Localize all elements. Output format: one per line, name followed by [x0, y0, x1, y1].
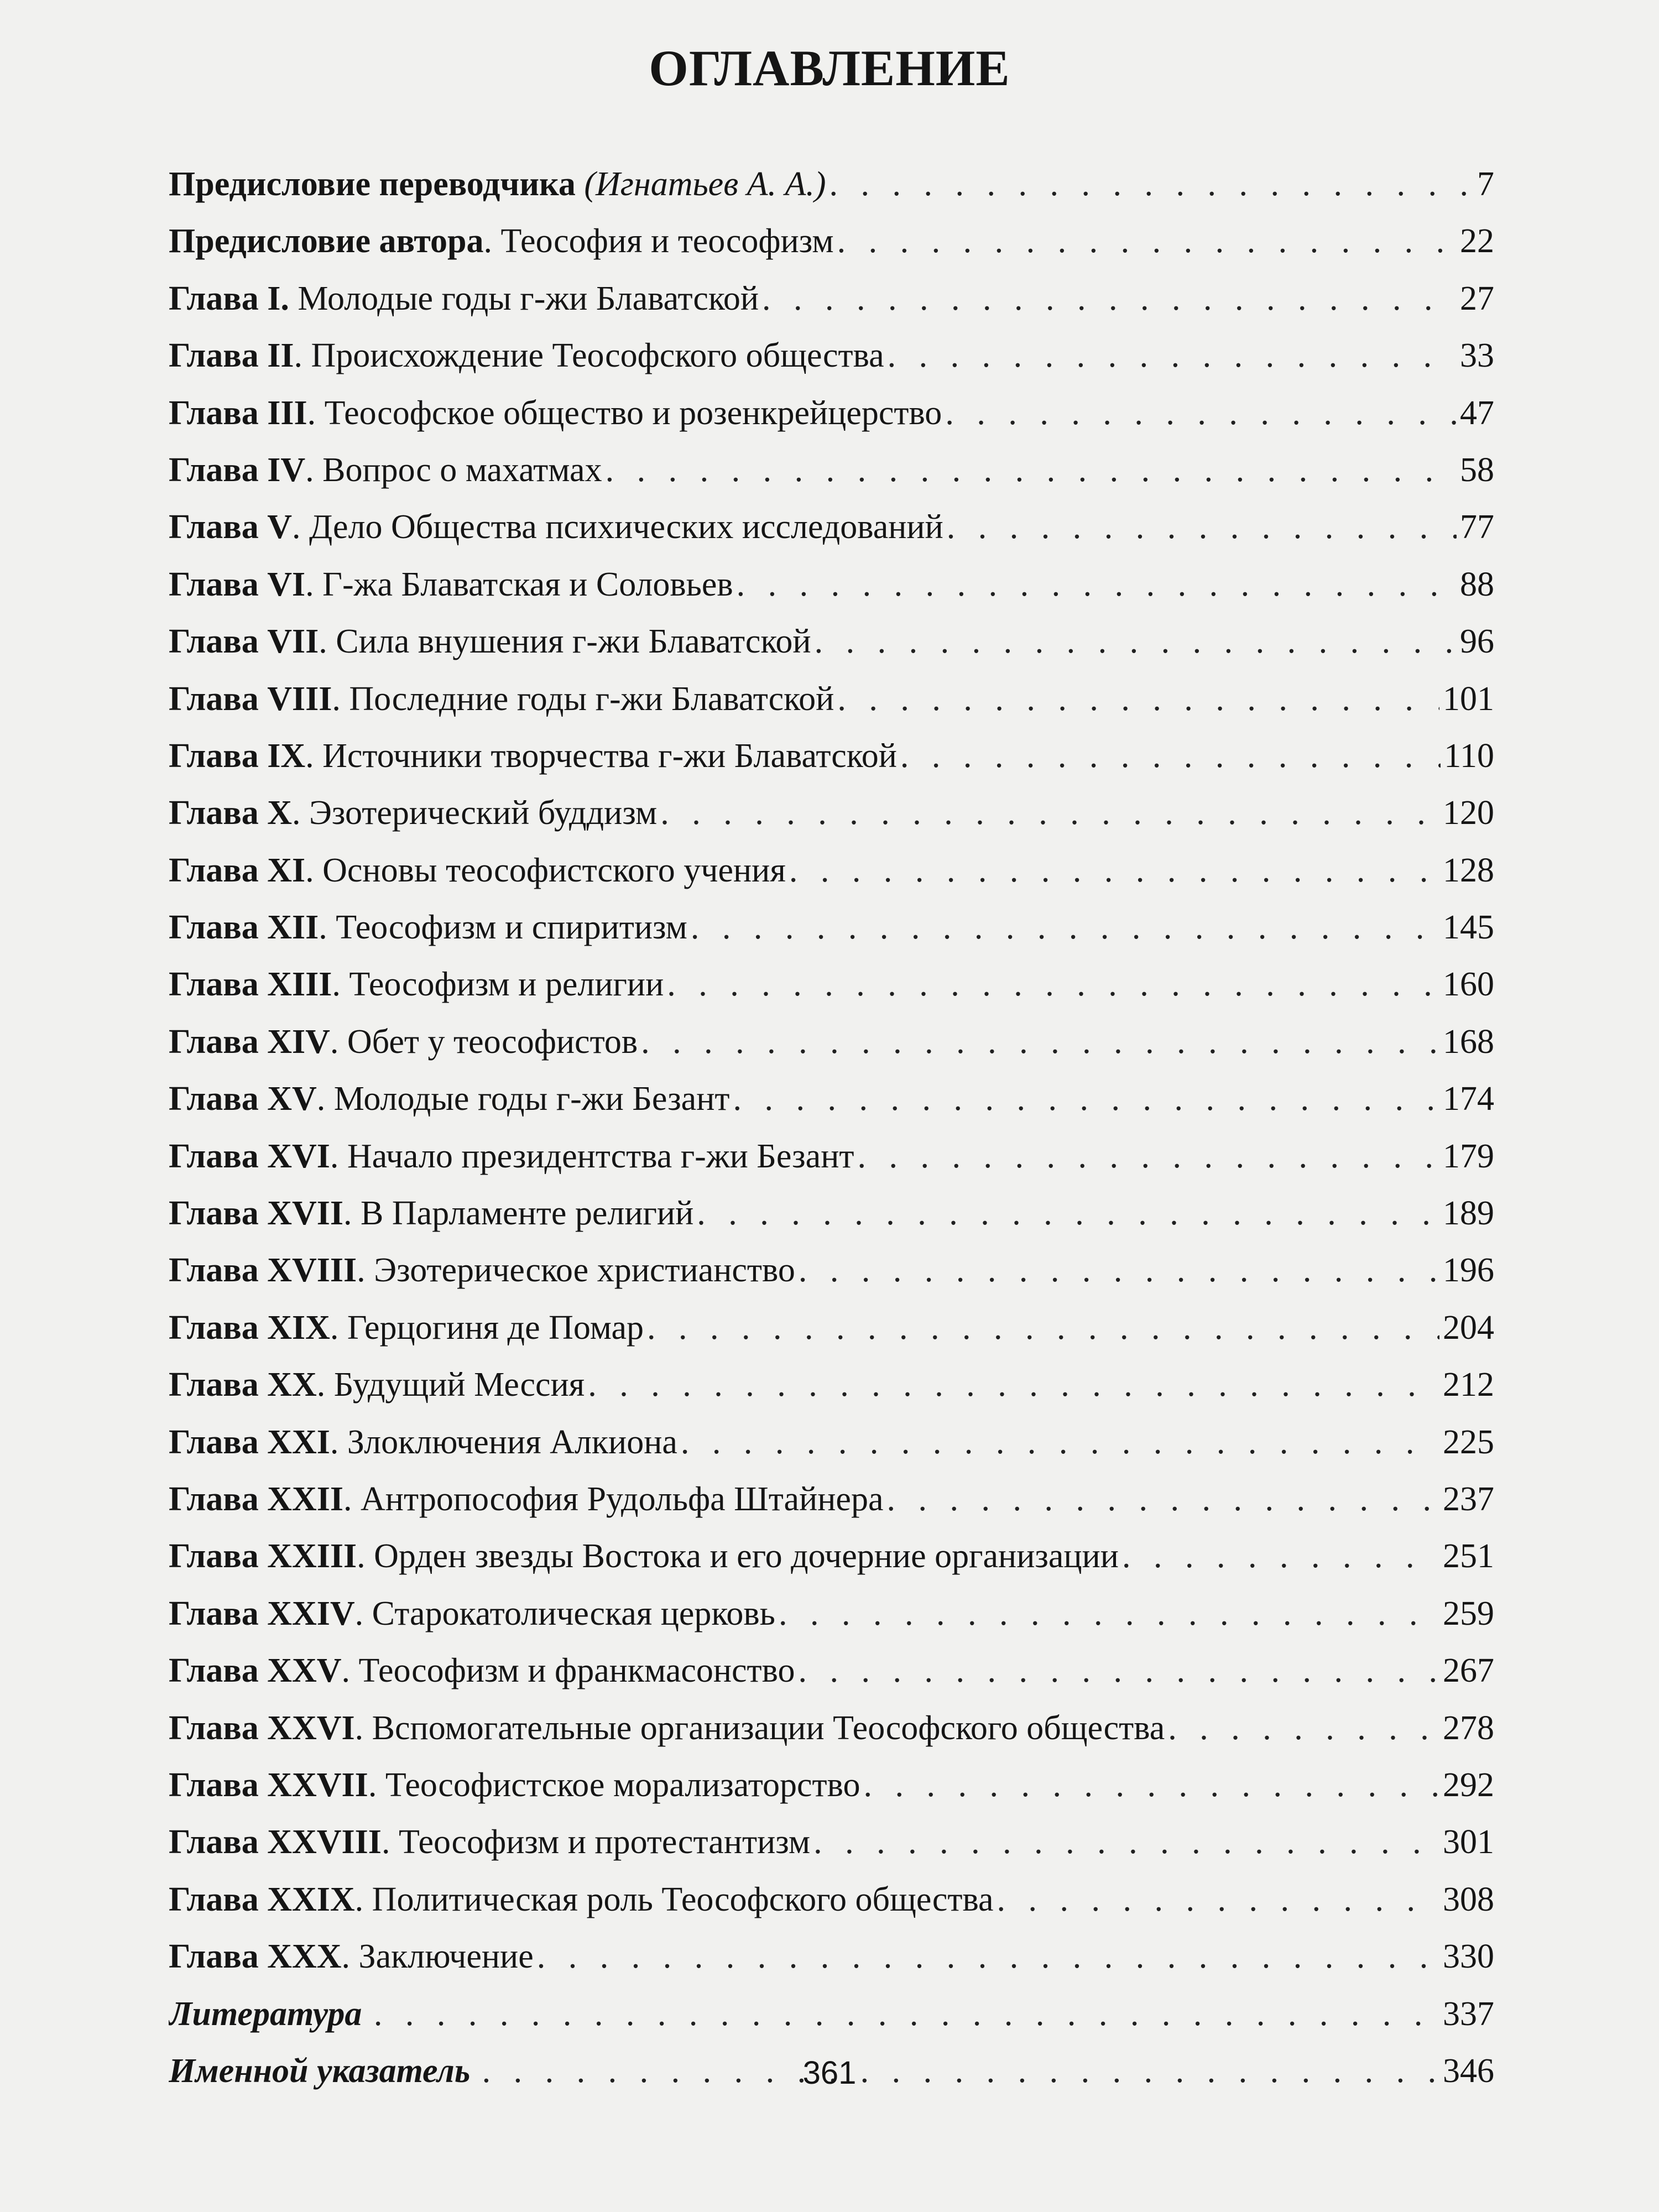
toc-entry-text: Теософизм и спиритизм [336, 909, 687, 947]
toc-entry-label: Глава XVII [169, 1194, 344, 1233]
toc-entry-text: Последние годы г-жи Блаватской [349, 680, 834, 718]
toc-entry-separator: . [330, 1308, 347, 1347]
toc-entry-title [169, 220, 834, 262]
page-number: 361 [802, 2055, 857, 2091]
toc-entry-label: Глава VIII [169, 680, 332, 718]
toc-entry-separator: . [292, 508, 309, 546]
toc-entry-title [169, 1764, 860, 1806]
toc-entry-separator: . [354, 1594, 372, 1632]
toc-leader-dots [733, 1078, 1439, 1120]
toc-entry [169, 449, 1494, 506]
toc-entry-page: 346 [1443, 2052, 1494, 2090]
toc-entry [169, 335, 1494, 392]
toc-entry-page: 259 [1443, 1594, 1494, 1632]
toc-entry-separator: . [357, 1537, 374, 1575]
toc-leader-dots [863, 1764, 1439, 1806]
toc-entry [169, 1021, 1494, 1078]
toc-leader-dots [947, 506, 1457, 548]
toc-entry-text: Эзотерический буддизм [309, 794, 658, 832]
toc-entry-label: Глава XVIII [169, 1251, 357, 1290]
page-title: ОГЛАВЛЕНИЕ [649, 40, 1010, 96]
toc-entry-title [169, 1821, 810, 1863]
toc-entry-title [169, 620, 811, 662]
toc-entry-label: Литература [169, 1995, 362, 2033]
toc-leader-dots [647, 1307, 1439, 1349]
toc-entry-page: 27 [1460, 279, 1494, 317]
toc-entry-title [169, 1307, 644, 1349]
toc-entry-page: 47 [1460, 394, 1494, 432]
toc-entry-page: 267 [1443, 1652, 1494, 1690]
toc-entry-title [169, 1593, 775, 1635]
toc-entry [169, 963, 1494, 1020]
toc-entry-page: 96 [1460, 623, 1494, 661]
toc-entry-title [169, 1192, 693, 1234]
toc-entry-separator: . [341, 1652, 359, 1690]
toc-entry [169, 735, 1494, 792]
toc-entry-page: 179 [1443, 1137, 1494, 1175]
toc-entry-text: Молодые годы г-жи Безант [333, 1080, 730, 1118]
toc-leader-dots [789, 849, 1439, 891]
toc-entry-page: 292 [1443, 1766, 1494, 1804]
toc-entry [169, 1192, 1494, 1249]
toc-entry-separator: . [305, 565, 323, 603]
toc-entry-text: Г-жа Блаватская и Соловьев [322, 565, 733, 603]
toc-entry-label: Глава I. [169, 279, 289, 317]
toc-entry-label: Глава IV [169, 451, 306, 489]
toc-entry [169, 678, 1494, 735]
toc-entry [169, 278, 1494, 335]
toc-leader-dots [945, 392, 1457, 434]
toc-entry-text: Молодые годы г-жи Блаватской [298, 279, 759, 317]
table-of-contents [169, 163, 1494, 2107]
toc-entry-label: Глава XVI [169, 1137, 330, 1175]
toc-entry [169, 1535, 1494, 1592]
toc-entry [169, 1764, 1494, 1821]
toc-entry [169, 1879, 1494, 1936]
toc-entry-label: Глава XX [169, 1366, 317, 1404]
toc-leader-dots [691, 906, 1439, 948]
toc-entry-page: 278 [1443, 1709, 1494, 1747]
toc-entry-text: Герцогиня де Помар [347, 1308, 644, 1347]
toc-entry-label: Глава XXV [169, 1652, 342, 1690]
toc-entry [169, 1650, 1494, 1707]
toc-entry-label: Глава V [169, 508, 292, 546]
toc-entry-page: 308 [1443, 1880, 1494, 1918]
toc-leader-dots [886, 1478, 1439, 1520]
toc-entry [169, 506, 1494, 563]
toc-leader-dots [537, 1936, 1439, 1978]
toc-entry-text: Старокатолическая церковь [372, 1594, 775, 1632]
toc-entry-title [169, 335, 884, 377]
toc-entry-page: 237 [1443, 1480, 1494, 1518]
toc-entry-label: Глава IX [169, 737, 306, 775]
toc-entry-separator: . [292, 794, 309, 832]
toc-leader-dots [1168, 1707, 1439, 1749]
toc-leader-dots [813, 1821, 1439, 1863]
toc-entry-separator: . [316, 1366, 334, 1404]
toc-entry-separator: . [305, 451, 323, 489]
toc-leader-dots [857, 1135, 1439, 1177]
toc-entry-label: Глава XXIX [169, 1880, 355, 1918]
toc-entry-text: Эзотерическое христианство [374, 1251, 795, 1290]
toc-entry-title [169, 392, 942, 434]
toc-entry-title [169, 449, 602, 491]
toc-entry [169, 392, 1494, 449]
toc-entry-title [169, 1707, 1165, 1749]
toc-entry-title [169, 1364, 585, 1406]
toc-entry-page: 77 [1460, 508, 1494, 546]
toc-entry [169, 564, 1494, 620]
toc-entry-text: В Парламенте религий [361, 1194, 694, 1233]
toc-entry-label: Глава XI [169, 851, 306, 889]
toc-entry-separator: . [381, 1823, 399, 1861]
toc-entry-separator: . [305, 851, 323, 889]
toc-entry-title [169, 1078, 729, 1120]
toc-entry-separator: . [343, 1194, 361, 1233]
toc-entry-text: Теософия и теософизм [500, 222, 834, 260]
toc-entry [169, 1707, 1494, 1764]
toc-entry-page: 204 [1443, 1308, 1494, 1347]
toc-entry-title [169, 1936, 534, 1978]
toc-entry-text: Сила внушения г-жи Блаватской [336, 623, 811, 661]
toc-entry-label: Глава XXVII [169, 1766, 368, 1804]
toc-leader-dots [697, 1192, 1439, 1234]
toc-entry-label: Глава XV [169, 1080, 317, 1118]
toc-entry-title [169, 564, 733, 606]
toc-entry-label: Предисловие автора [169, 222, 484, 260]
toc-entry-page: 22 [1460, 222, 1494, 260]
toc-leader-dots [374, 1993, 1439, 2035]
toc-entry-text: Орден звезды Востока и его дочерние организации [374, 1537, 1119, 1575]
toc-entry-page: 330 [1443, 1938, 1494, 1976]
toc-entry-page: 7 [1477, 165, 1494, 203]
toc-entry-page: 128 [1443, 851, 1494, 889]
toc-entry-text: Вспомогательные организации Теософского общества [372, 1709, 1165, 1747]
toc-entry [169, 1421, 1494, 1478]
toc-entry-text: Теософизм и протестантизм [398, 1823, 811, 1861]
toc-entry-page: 58 [1460, 451, 1494, 489]
toc-entry-page: 196 [1443, 1251, 1494, 1290]
toc-entry [169, 1593, 1494, 1650]
toc-entry-separator [289, 280, 298, 317]
toc-entry-title [169, 1135, 854, 1177]
toc-leader-dots [815, 620, 1457, 662]
toc-entry-text: Начало президентства г-жи Безант [347, 1137, 854, 1175]
toc-entry-title [169, 1879, 993, 1921]
toc-entry-title [169, 1421, 677, 1463]
toc-leader-dots [606, 449, 1457, 491]
toc-entry-separator: . [368, 1766, 385, 1804]
toc-entry [169, 620, 1494, 677]
toc-entry-label: Глава X [169, 794, 292, 832]
toc-entry-text: Антропософия Рудольфа Штайнера [361, 1480, 884, 1518]
toc-entry-text: Теософизм и франкмасонство [358, 1652, 795, 1690]
toc-entry-page: 337 [1443, 1995, 1494, 2033]
toc-entry-page: 160 [1443, 966, 1494, 1004]
toc-leader-dots [762, 278, 1457, 320]
toc-entry [169, 1478, 1494, 1535]
toc-entry-label: Глава XXII [169, 1480, 344, 1518]
toc-leader-dots [641, 1021, 1439, 1063]
toc-entry-title [169, 278, 759, 320]
toc-entry-title [169, 678, 834, 720]
toc-entry-label: Глава XXIV [169, 1594, 355, 1632]
toc-entry [169, 1364, 1494, 1421]
toc-entry-label: Глава XXVIII [169, 1823, 382, 1861]
toc-entry-label: Глава II [169, 337, 294, 375]
toc-entry-page: 101 [1443, 680, 1494, 718]
toc-entry-title [169, 1993, 371, 2035]
toc-entry-title [169, 1650, 795, 1692]
toc-entry-label: Глава VI [169, 565, 306, 603]
toc-entry-separator: . [354, 1709, 372, 1747]
toc-leader-dots [799, 1249, 1439, 1291]
toc-leader-dots [900, 735, 1441, 777]
toc-entry-text: Злоключения Алкиона [347, 1423, 677, 1461]
toc-entry-title [169, 849, 786, 891]
toc-entry-title [169, 1249, 795, 1291]
toc-entry-separator: . [330, 1022, 347, 1061]
toc-entry-label: Глава XIII [169, 966, 332, 1004]
toc-entry-label: Глава III [169, 394, 307, 432]
toc-entry-author: (Игнатьев А. А.) [584, 165, 826, 203]
toc-leader-dots [660, 792, 1439, 834]
toc-entry-page: 301 [1443, 1823, 1494, 1861]
toc-entry-text: Будущий Мессия [333, 1366, 585, 1404]
toc-entry-separator: . [483, 222, 501, 260]
toc-entry-page: 174 [1443, 1080, 1494, 1118]
toc-entry-text: Источники творчества г-жи Блаватской [322, 737, 897, 775]
toc-entry-page: 110 [1444, 737, 1494, 775]
toc-entry-text: Обет у теософистов [347, 1022, 638, 1061]
toc-entry-title [169, 792, 657, 834]
toc-entry-title [169, 163, 826, 205]
toc-entry-label: Глава XXVI [169, 1709, 355, 1747]
toc-entry-separator [576, 165, 585, 203]
toc-entry-title [169, 906, 687, 948]
toc-entry-page: 189 [1443, 1194, 1494, 1233]
toc-leader-dots [667, 963, 1439, 1005]
toc-entry-text: Дело Общества психических исследований [309, 508, 943, 546]
toc-entry-label: Глава VII [169, 623, 319, 661]
toc-entry-separator: . [319, 909, 336, 947]
toc-entry-label: Глава XXIII [169, 1537, 357, 1575]
toc-entry-label: Глава XII [169, 909, 319, 947]
toc-entry-text: Теософизм и религии [349, 966, 664, 1004]
toc-entry-page: 120 [1443, 794, 1494, 832]
toc-entry-page: 33 [1460, 337, 1494, 375]
toc-entry [169, 1249, 1494, 1306]
toc-entry-separator: . [294, 337, 311, 375]
toc-entry-label: Глава XIX [169, 1308, 330, 1347]
toc-entry-text: Основы теософистского учения [322, 851, 786, 889]
toc-entry [169, 1078, 1494, 1135]
toc-entry-title [169, 735, 897, 777]
toc-entry-text: Заключение [358, 1938, 534, 1976]
toc-entry-page: 88 [1460, 565, 1494, 603]
toc-entry-text: Теософистское морализаторство [385, 1766, 860, 1804]
toc-entry-page: 145 [1443, 909, 1494, 947]
toc-entry-label: Глава XIV [169, 1022, 330, 1061]
toc-entry [169, 1993, 1494, 2050]
toc-leader-dots [1122, 1535, 1439, 1577]
toc-leader-dots [837, 678, 1439, 720]
toc-entry-label: Именной указатель [169, 2052, 471, 2090]
toc-entry [169, 849, 1494, 906]
toc-entry [169, 1307, 1494, 1364]
toc-leader-dots [681, 1421, 1439, 1463]
toc-entry-separator: . [343, 1480, 361, 1518]
toc-entry-separator [362, 1995, 371, 2033]
toc-entry [169, 1821, 1494, 1878]
toc-leader-dots [588, 1364, 1439, 1406]
toc-entry-separator: . [332, 966, 349, 1004]
toc-entry-separator: . [330, 1423, 347, 1461]
toc-entry-separator: . [305, 737, 323, 775]
toc-leader-dots [799, 1650, 1439, 1692]
toc-entry-label: Глава XXI [169, 1423, 330, 1461]
toc-entry-separator: . [307, 394, 325, 432]
toc-entry-separator: . [341, 1938, 359, 1976]
toc-leader-dots [837, 220, 1457, 262]
toc-entry [169, 1135, 1494, 1192]
toc-entry-text: Политическая роль Теософского общества [372, 1880, 994, 1918]
toc-entry [169, 1936, 1494, 1992]
toc-leader-dots [779, 1593, 1439, 1635]
toc-entry-title [169, 963, 664, 1005]
toc-entry [169, 163, 1494, 220]
toc-entry-separator: . [319, 623, 336, 661]
toc-entry-separator: . [354, 1880, 372, 1918]
toc-leader-dots [737, 564, 1457, 606]
toc-leader-dots [830, 163, 1474, 205]
toc-leader-dots [888, 335, 1457, 377]
toc-entry-title [169, 1535, 1119, 1577]
toc-entry-label: Глава XXX [169, 1938, 342, 1976]
toc-entry-title [169, 1478, 883, 1520]
toc-entry-page: 168 [1443, 1022, 1494, 1061]
toc-entry-separator: . [330, 1137, 347, 1175]
toc-entry-title [169, 506, 943, 548]
toc-entry [169, 792, 1494, 849]
toc-entry-page: 212 [1443, 1366, 1494, 1404]
toc-leader-dots [997, 1879, 1439, 1921]
toc-entry-title [169, 1021, 638, 1063]
toc-entry-page: 251 [1443, 1537, 1494, 1575]
toc-entry-separator: . [357, 1251, 374, 1290]
toc-entry-page: 225 [1443, 1423, 1494, 1461]
toc-entry-text: Вопрос о махатмах [322, 451, 602, 489]
toc-entry [169, 220, 1494, 277]
toc-entry-text: Теософское общество и розенкрейцерство [324, 394, 942, 432]
toc-entry [169, 906, 1494, 963]
toc-entry-separator: . [316, 1080, 334, 1118]
toc-entry-text: Происхождение Теософского общества [311, 337, 884, 375]
toc-entry-label: Предисловие переводчика [169, 165, 576, 203]
toc-entry-separator: . [332, 680, 349, 718]
